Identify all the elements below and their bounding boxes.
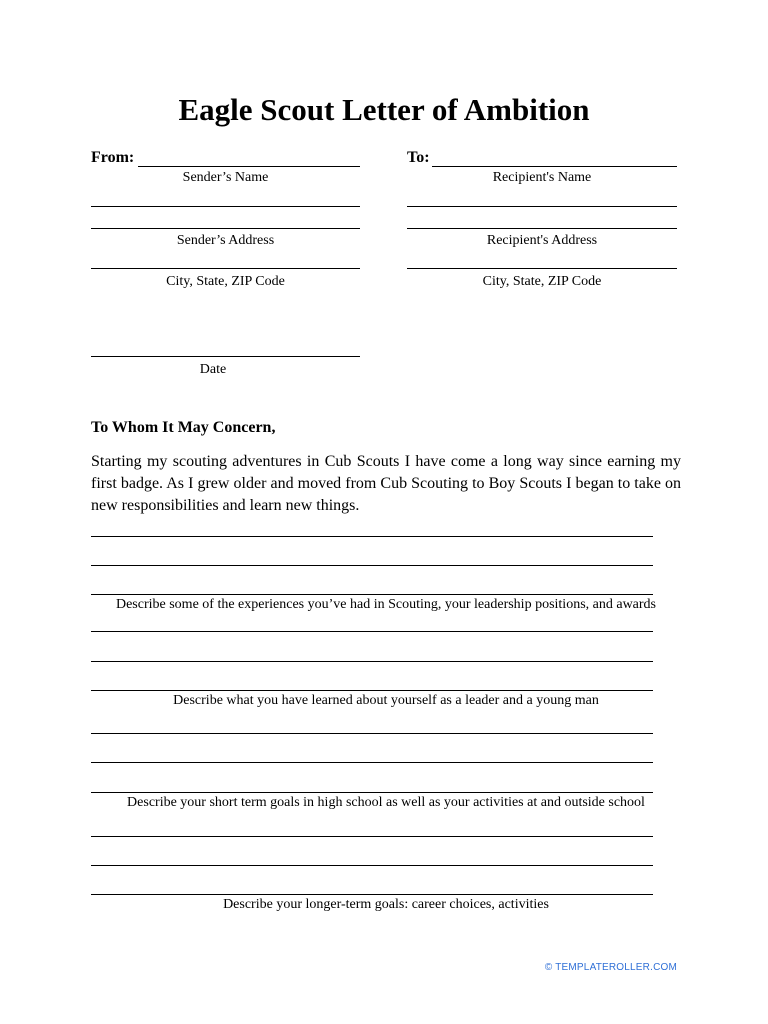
from-label: From:: [91, 149, 135, 166]
answer-line[interactable]: [91, 690, 653, 691]
sender-name-caption: Sender’s Name: [182, 170, 269, 185]
sender-city-caption: City, State, ZIP Code: [166, 274, 285, 289]
date-field[interactable]: [91, 356, 360, 357]
sender-address-line-2[interactable]: [91, 228, 360, 229]
recipient-address-caption: Recipient's Address: [486, 233, 598, 248]
recipient-address-line-2[interactable]: [407, 228, 677, 229]
document-title: Eagle Scout Letter of Ambition: [178, 92, 590, 127]
to-label: To:: [407, 149, 430, 166]
answer-line[interactable]: [91, 762, 653, 763]
intro-paragraph: Starting my scouting adventures in Cub Scouts I have come a long way since earning my first badge. As I grew older and moved from Cub Scouting to Boy Scouts I began to take on new responsibilities and learn new things.: [91, 453, 681, 514]
recipient-name-field[interactable]: [432, 166, 677, 167]
answer-line[interactable]: [91, 631, 653, 632]
salutation: To Whom It May Concern,: [91, 419, 276, 436]
answer-line[interactable]: [91, 792, 653, 793]
prompt-caption-2: Describe what you have learned about yourself as a leader and a young man: [173, 693, 599, 708]
sender-address-line-1[interactable]: [91, 206, 360, 207]
sender-address-caption: Sender’s Address: [176, 233, 275, 248]
prompt-caption-4: Describe your longer-term goals: career choices, activities: [223, 897, 549, 912]
recipient-city-field[interactable]: [407, 268, 677, 269]
answer-line[interactable]: [91, 565, 653, 566]
answer-line[interactable]: [91, 536, 653, 537]
prompt-caption-1: Describe some of the experiences you’ve had in Scouting, your leadership positions, and awards: [115, 597, 657, 612]
answer-line[interactable]: [91, 894, 653, 895]
sender-name-field[interactable]: [138, 166, 360, 167]
sender-city-field[interactable]: [91, 268, 360, 269]
footer-copyright-link[interactable]: © TEMPLATEROLLER.COM: [544, 962, 677, 973]
answer-line[interactable]: [91, 594, 653, 595]
date-caption: Date: [199, 362, 227, 377]
answer-line[interactable]: [91, 733, 653, 734]
recipient-name-caption: Recipient's Name: [492, 170, 592, 185]
recipient-city-caption: City, State, ZIP Code: [482, 274, 602, 289]
answer-line[interactable]: [91, 836, 653, 837]
answer-line[interactable]: [91, 865, 653, 866]
prompt-caption-3: Describe your short term goals in high school as well as your activities at and outside school: [127, 795, 645, 810]
recipient-address-line-1[interactable]: [407, 206, 677, 207]
answer-line[interactable]: [91, 661, 653, 662]
